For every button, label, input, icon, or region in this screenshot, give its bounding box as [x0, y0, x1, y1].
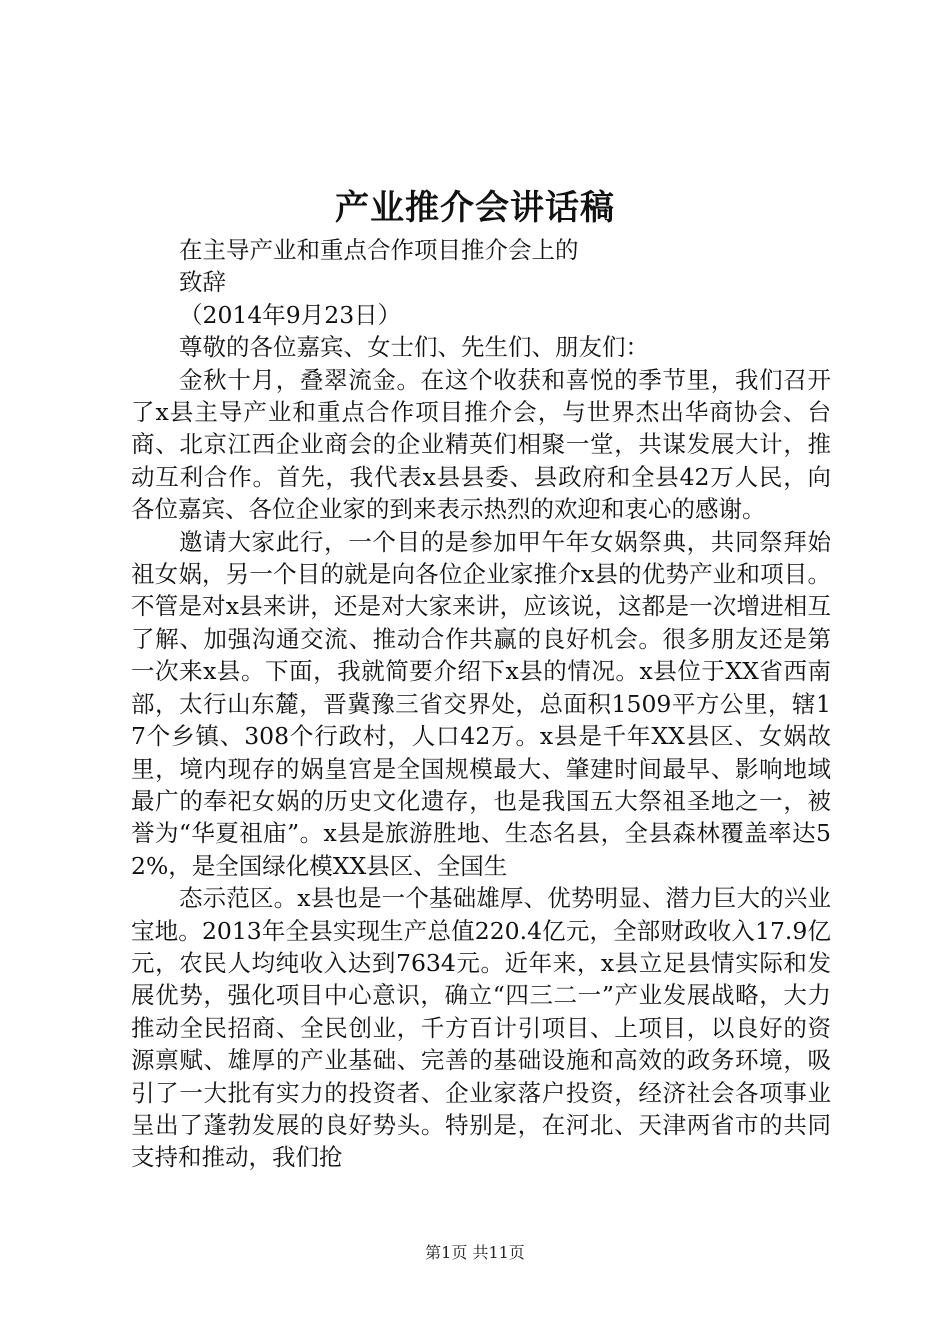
paragraph: 邀请大家此行，一个目的是参加甲午年女娲祭典，共同祭拜始祖女娲，另一个目的就是向各位企业家推介x县的优势产业和项目。不管是对x县来讲，还是对大家来讲，应该说，这都是一次增进相互了解、加强沟通交流、推动合作共赢的良好机会。很多朋友还是第一次来x县。下面，我就简要介绍下x县的情况。x县位于XX省西南部，太行山东麓，晋冀豫三省交界处，总面积1509平方公里，辖17个乡镇、308个行政村，人口42万。x县是千年XX县区、女娲故里，境内现存的娲皇宫是全国规模最大、肇建时间最早、影响地域最广的奉祀女娲的历史文化遗存，也是我国五大祭祖圣地之一，被誉为“华夏祖庙”。x县是旅游胜地、生态名县，全县森林覆盖率达52%，是全国绿化模XX县区、全国生: [131, 527, 831, 880]
speech-date: （2014年9月23日）: [179, 300, 402, 329]
subtitle-line: 在主导产业和重点合作项目推介会上的: [179, 236, 579, 264]
salutation: 尊敬的各位嘉宾、女士们、先生们、朋友们：: [179, 333, 649, 362]
document-title: 产业推介会讲话稿: [335, 188, 615, 228]
document-body: [131, 234, 831, 1174]
paragraph: 金秋十月，叠翠流金。在这个收获和喜悦的季节里，我们召开了x县主导产业和重点合作项目推介会，与世界杰出华商协会、台商、北京江西企业商会的企业精英们相聚一堂，共谋发展大计，推动互利合作。首先，我代表x县县委、县政府和全县42万人民，向各位嘉宾、各位企业家的到来表示热烈的欢迎和衷心的感谢。: [131, 365, 831, 524]
paragraph: 态示范区。x县也是一个基础雄厚、优势明显、潜力巨大的兴业宝地。2013年全县实现生产总值220.4亿元，全部财政收入17.9亿元，农民人均纯收入达到7634元。近年来，x县立足县情实际和发展优势，强化项目中心意识，确立“四三二一”产业发展战略，大力推动全民招商、全民创业，千方百计引项目、上项目，以良好的资源禀赋、雄厚的产业基础、完善的基础设施和高效的政务环境，吸引了一大批有实力的投资者、企业家落户投资，经济社会各项事业呈出了蓬勃发展的良好势头。特别是，在河北、天津两省市的共同支持和推动，我们抢: [131, 884, 831, 1172]
subtitle-line: 致辞: [179, 268, 226, 297]
page-footer: 第1页 共11页: [425, 1243, 525, 1262]
